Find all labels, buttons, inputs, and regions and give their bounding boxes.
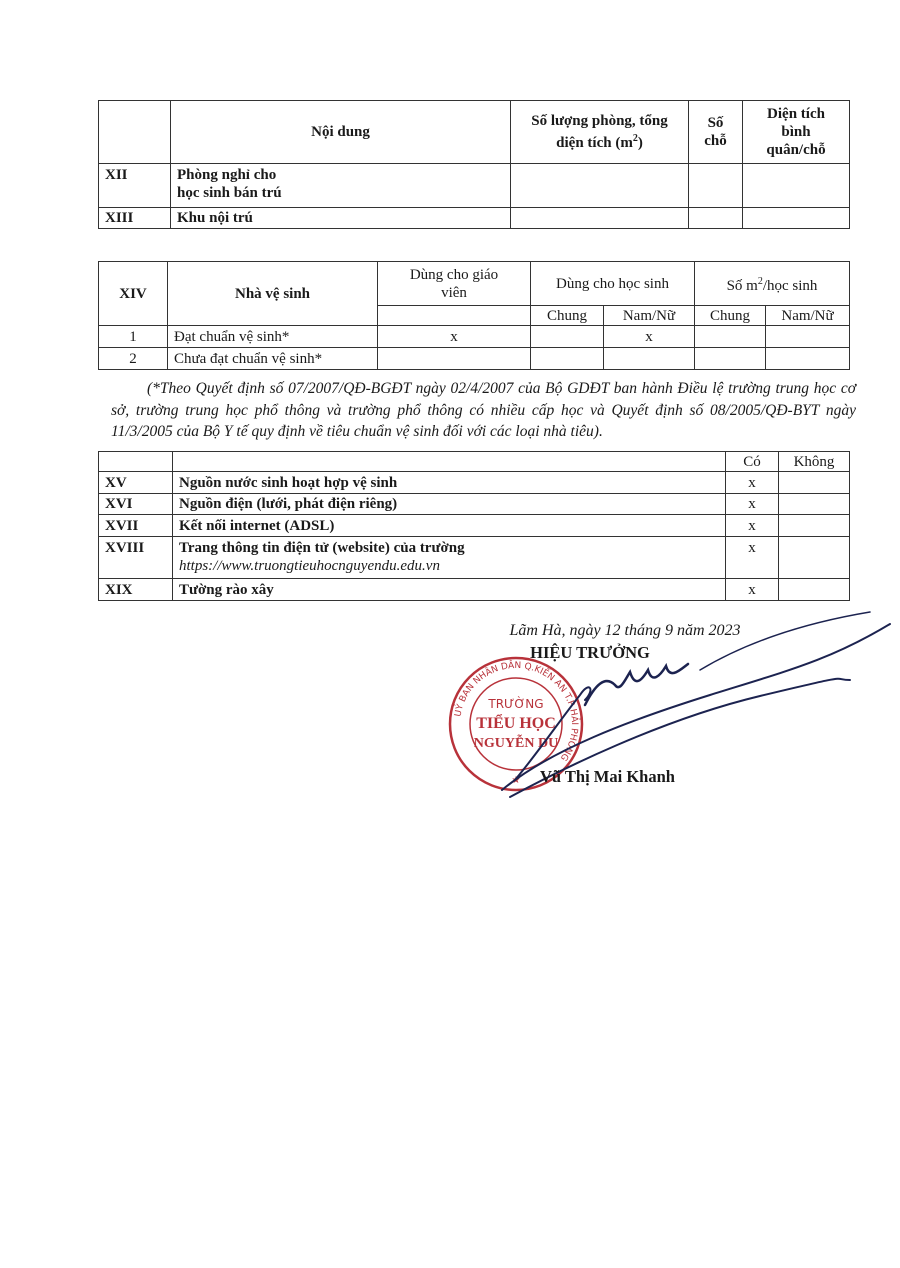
header-yes: Có [726, 452, 779, 472]
table-row [99, 494, 850, 515]
facilities-table [98, 451, 850, 601]
student-header: Dùng cho học sinh [531, 262, 695, 306]
area-common-header: Chung [695, 306, 766, 326]
row-yes: x [726, 579, 779, 601]
row-no [779, 494, 850, 515]
row-code: XII [99, 164, 171, 208]
row-seats [689, 164, 743, 208]
row-area-gender [766, 348, 850, 370]
row-rooms-area [511, 164, 689, 208]
toilets-code: XIV [99, 262, 168, 326]
table-row [99, 164, 850, 208]
table-row [99, 579, 850, 601]
area-header: Số $m^2$/học sinh [695, 262, 850, 306]
row-teacher: x [378, 326, 531, 348]
row-yes: x [726, 515, 779, 537]
signer-name: Vũ Thị Mai Khanh [540, 767, 675, 786]
row-area-common [695, 326, 766, 348]
row-rooms-area [511, 208, 689, 229]
toilets-title: Nhà vệ sinh [168, 262, 378, 326]
table-row [99, 348, 850, 370]
row-seats [689, 208, 743, 229]
row-no [779, 537, 850, 579]
facilities-header-row [99, 452, 850, 472]
stamp-line2: TIỂU HỌC [476, 715, 556, 732]
row-avg-area [743, 208, 850, 229]
header-code [99, 452, 173, 472]
rooms-table [98, 100, 850, 229]
row-label: Nguồn điện (lưới, phát điện riêng) [173, 494, 726, 515]
row-content: Khu nội trú [171, 208, 511, 229]
website-link[interactable]: https://www.truongtieuhocnguyendu.edu.vn [179, 558, 440, 574]
place-date: Lãm Hà, ngày 12 tháng 9 năm 2023 [509, 622, 741, 639]
row-label: Trang thông tin điện tử (website) của trường https://www.truongtieuhocnguyendu.edu.vn [173, 537, 726, 579]
header-code [99, 101, 171, 164]
toilets-header-row [99, 262, 850, 306]
header-avg-area: Diện tích bình quân/chỗ [743, 101, 850, 164]
area-gender-header: Nam/Nữ [766, 306, 850, 326]
header-seats: Số chỗ [689, 101, 743, 164]
row-no [779, 515, 850, 537]
row-student-common [531, 326, 604, 348]
table-row [99, 537, 850, 579]
row-avg-area [743, 164, 850, 208]
student-gender-header: Nam/Nữ [604, 306, 695, 326]
row-student-gender [604, 348, 695, 370]
stamp-outer-text: UỶ BAN NHÂN DÂN Q.KIẾN AN T.P HẢI PHÒNG [453, 660, 580, 763]
row-code: XVIII [99, 537, 173, 579]
row-teacher [378, 348, 531, 370]
row-area-common [695, 348, 766, 370]
header-rooms-area: Số lượng phòng, tổng diện tích $(m^2)$ [511, 101, 689, 164]
row-code: XV [99, 472, 173, 494]
row-label: Kết nối internet (ADSL) [173, 515, 726, 537]
row-yes: x [726, 537, 779, 579]
row-yes: x [726, 494, 779, 515]
stamp-star-icon: ★ [511, 775, 521, 786]
student-common-header: Chung [531, 306, 604, 326]
row-yes: x [726, 472, 779, 494]
row-content: Phòng nghỉ cho học sinh bán trú [171, 164, 511, 208]
stamp-line3: NGUYỄN DU [473, 736, 559, 751]
header-content: Nội dung [171, 101, 511, 164]
row-student-common [531, 348, 604, 370]
row-no: 1 [99, 326, 168, 348]
row-code: XIX [99, 579, 173, 601]
row-code: XIII [99, 208, 171, 229]
signer-title: HIỆU TRƯỞNG [530, 643, 650, 662]
row-label: Đạt chuẩn vệ sinh* [168, 326, 378, 348]
row-code: XVII [99, 515, 173, 537]
row-no [779, 472, 850, 494]
header-no: Không [779, 452, 850, 472]
footnote: (*Theo Quyết định số 07/2007/QĐ-BGĐT ngày 02/4/2007 của Bộ GDĐT ban hành Điều lệ trường trung học cơ sở, trường trung học phổ thông và trường phổ thông có nhiều cấp học và Quyết định số 08/2005/QĐ-BYT ngày 11/3/2005 của Bộ Y tế quy định về tiêu chuẩn vệ sinh đối với các loại nhà tiêu). [111, 380, 856, 440]
row-label: Chưa đạt chuẩn vệ sinh* [168, 348, 378, 370]
row-code: XVI [99, 494, 173, 515]
row-student-gender: x [604, 326, 695, 348]
row-area-gender [766, 326, 850, 348]
table-row [99, 208, 850, 229]
toilets-table [98, 261, 850, 370]
row-label: Nguồn nước sinh hoạt hợp vệ sinh [173, 472, 726, 494]
row-label: Tường rào xây [173, 579, 726, 601]
teacher-subheader [378, 306, 531, 326]
rooms-table-header [99, 101, 850, 164]
table-row [99, 472, 850, 494]
header-label [173, 452, 726, 472]
stamp-line1: TRƯỜNG [488, 697, 544, 711]
row-no: 2 [99, 348, 168, 370]
row-no [779, 579, 850, 601]
teacher-header: Dùng cho giáo viên [378, 262, 531, 306]
table-row [99, 326, 850, 348]
table-row [99, 515, 850, 537]
